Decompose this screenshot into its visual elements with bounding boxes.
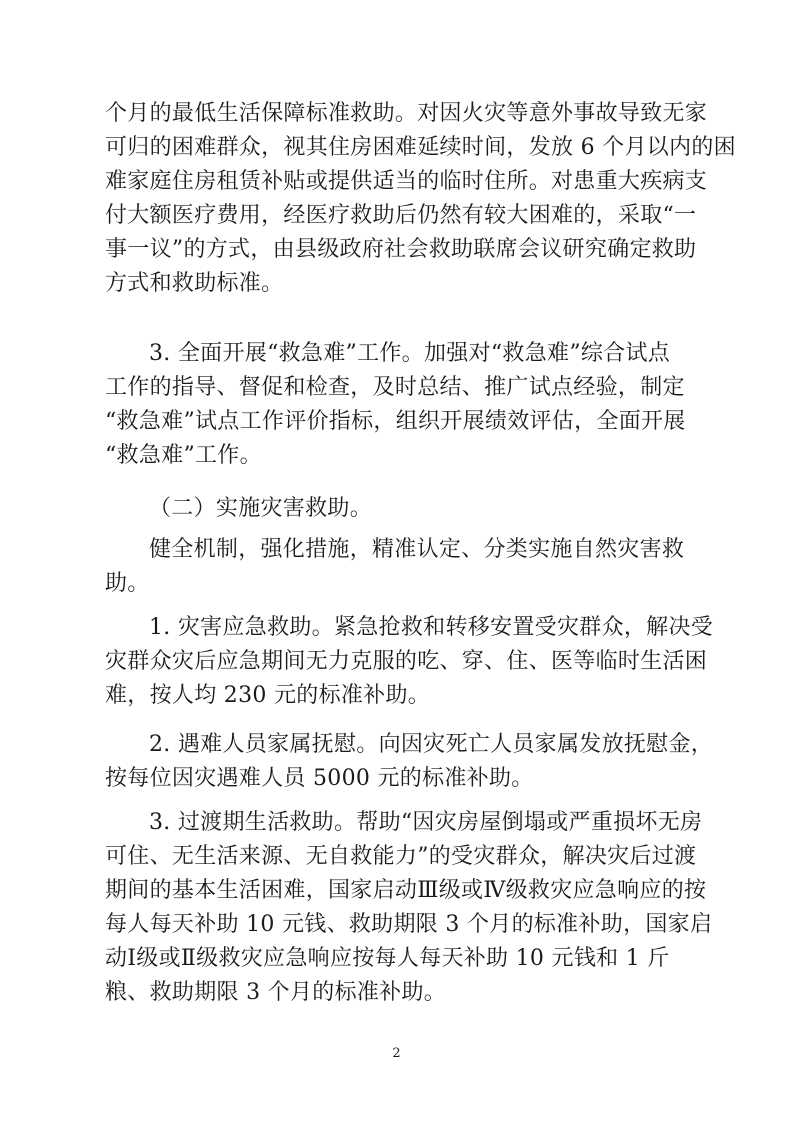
text-line: 健全机制，强化措施，精准认定、分类实施自然灾害救 <box>149 537 685 562</box>
text-line: 事一议”的方式，由县级政府社会救助联席会议研究确定救助 <box>105 237 697 262</box>
text-line: 1. 灾害应急救助。紧急抢救和转移安置受灾群众，解决受 <box>149 615 714 640</box>
text-line: 3. 全面开展“救急难”工作。加强对“救急难”综合试点 <box>149 341 671 366</box>
paragraph-jiujinan-work <box>105 337 705 473</box>
text-line: 方式和救助标准。 <box>105 271 284 296</box>
text-line: 2. 遇难人员家属抚慰。向因灾死亡人员家属发放抚慰金， <box>149 732 714 757</box>
text-line: 按每位因灾遇难人员 5000 元的标准补助。 <box>105 766 534 791</box>
text-line: 动Ⅰ级或Ⅱ级救灾应急响应按每人每天补助 10 元钱和 1 斤 <box>105 946 670 971</box>
section-heading-disaster-relief <box>105 492 705 526</box>
text-line: 3. 过渡期生活救助。帮助“因灾房屋倒塌或严重损坏无房 <box>149 810 703 835</box>
paragraph-emergency-relief <box>105 611 714 713</box>
paragraph-subsistence-assistance <box>105 97 736 301</box>
text-line: 灾群众灾后应急期间无力克服的吃、穿、住、医等临时生活困 <box>105 649 708 674</box>
text-line: 可归的困难群众，视其住房困难延续时间，发放 6 个月以内的困 <box>105 135 736 160</box>
text-line: 助。 <box>105 571 150 596</box>
text-line: 可住、无生活来源、无自救能力”的受灾群众，解决灾后过渡 <box>105 844 697 869</box>
text-line: 每人每天补助 10 元钱、救助期限 3 个月的标准补助，国家启 <box>105 912 713 937</box>
text-line: 难，按人均 230 元的标准补助。 <box>105 683 431 708</box>
paragraph-bereaved-families <box>105 728 714 796</box>
text-line: 难家庭住房租赁补贴或提供适当的临时住所。对患重大疾病支 <box>105 169 708 194</box>
paragraph-transition-relief <box>105 806 713 1010</box>
text-line: “救急难”工作。 <box>105 443 262 468</box>
text-line: （二）实施灾害救助。 <box>149 496 373 521</box>
page-number: 2 <box>392 1046 401 1061</box>
paragraph-mechanism <box>105 533 705 601</box>
text-line: “救急难”试点工作评价指标，组织开展绩效评估，全面开展 <box>105 409 686 434</box>
text-line: 期间的基本生活困难，国家启动Ⅲ级或Ⅳ级救灾应急响应的按 <box>105 878 707 903</box>
text-line: 个月的最低生活保障标准救助。对因火灾等意外事故导致无家 <box>105 101 708 126</box>
text-line: 工作的指导、督促和检查，及时总结、推广试点经验，制定 <box>105 375 685 400</box>
text-line: 付大额医疗费用，经医疗救助后仍然有较大困难的，采取“一 <box>105 203 697 228</box>
text-line: 粮、救助期限 3 个月的标准补助。 <box>105 980 447 1005</box>
